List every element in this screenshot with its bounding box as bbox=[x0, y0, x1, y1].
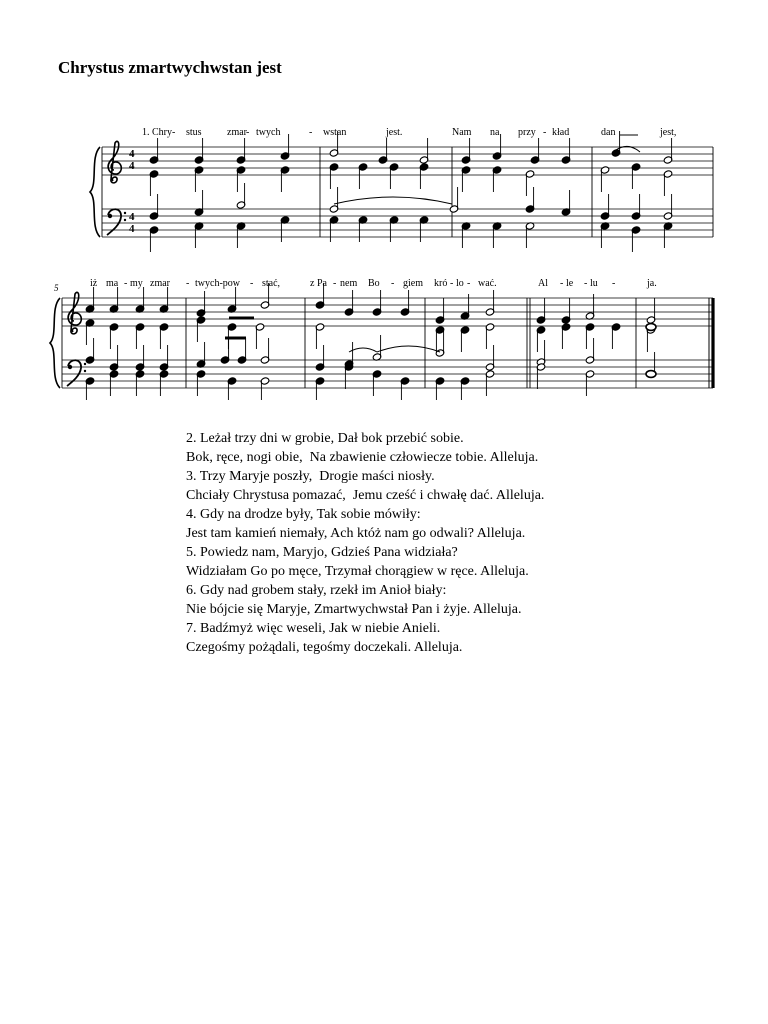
lyric-syllable: z Pa bbox=[310, 278, 327, 289]
tie bbox=[377, 346, 440, 352]
page-title: Chrystus zmartwychwstan jest bbox=[58, 58, 282, 77]
system-1-lyrics bbox=[142, 127, 676, 138]
lyric-syllable: - bbox=[560, 278, 564, 289]
lyric-syllable: lo bbox=[456, 278, 464, 289]
lyric-syllable: - bbox=[333, 278, 337, 289]
verse-line: 3. Trzy Maryje poszły, Drogie maści niosły. bbox=[186, 469, 435, 484]
lyric-syllable: zmar bbox=[227, 127, 247, 138]
lyric-syllable: - bbox=[124, 278, 128, 289]
notation bbox=[50, 131, 713, 400]
system-2-lyrics bbox=[90, 278, 657, 289]
lyric-syllable: twych bbox=[256, 127, 281, 138]
time-signature-bottom-bass-1: 4 bbox=[129, 223, 135, 235]
lyric-syllable: - bbox=[246, 127, 250, 138]
lyric-syllable: Bo bbox=[368, 278, 380, 289]
verse-line: 5. Powiedz nam, Maryjo, Gdzieś Pana widziała? bbox=[186, 545, 458, 560]
lyric-syllable: jest, bbox=[660, 127, 677, 138]
lyric-syllable: lu bbox=[590, 278, 598, 289]
lyric-syllable: - bbox=[612, 278, 616, 289]
lyric-syllable: Nam bbox=[452, 127, 472, 138]
brace-1 bbox=[90, 147, 100, 237]
lyric-syllable: kład bbox=[552, 127, 570, 138]
music-score bbox=[0, 0, 768, 400]
slur bbox=[349, 348, 377, 352]
lyric-syllable: - bbox=[467, 278, 471, 289]
time-signature-bottom-treble-1: 4 bbox=[129, 160, 135, 172]
verse-line: Bok, ręce, nogi obie, Na zbawienie człowiecze tobie. Alleluja. bbox=[186, 450, 539, 465]
lyric-syllable: twych-pow bbox=[195, 278, 240, 289]
whole-note bbox=[646, 324, 656, 331]
lyric-syllable: 1. Chry bbox=[142, 127, 172, 138]
lyric-syllable: Al bbox=[538, 278, 548, 289]
lyric-syllable: kró bbox=[434, 278, 448, 289]
verse-line: 7. Badźmyż więc weseli, Jak w niebie Anieli. bbox=[186, 621, 441, 636]
bass-clef-icon bbox=[108, 214, 112, 218]
lyric-syllable: - bbox=[309, 127, 313, 138]
lyric-syllable: nem bbox=[340, 278, 358, 289]
bass-clef-icon bbox=[124, 219, 126, 221]
lyric-syllable: ja. bbox=[647, 278, 657, 289]
verse-line: Czegośmy pożądali, tegośmy doczekali. Alleluja. bbox=[186, 640, 463, 655]
bass-clef-icon bbox=[124, 212, 126, 214]
lyric-syllable: jest. bbox=[386, 127, 403, 138]
tie bbox=[334, 197, 452, 204]
lyric-syllable: - bbox=[250, 278, 254, 289]
whole-note bbox=[646, 371, 656, 378]
time-signature-top-bass-1: 4 bbox=[129, 211, 135, 223]
bass-clef-icon bbox=[67, 360, 81, 386]
bass-clef-icon bbox=[84, 363, 86, 365]
lyric-syllable: ma bbox=[106, 278, 119, 289]
verse-line: Chciały Chrystusa pomazać, Jemu cześć i chwałę dać. Alleluja. bbox=[186, 488, 545, 503]
lyric-syllable: giem bbox=[403, 278, 423, 289]
measure-number: 5 bbox=[54, 283, 59, 293]
lyric-syllable: wstan bbox=[323, 127, 347, 138]
lyric-syllable: zmar bbox=[150, 278, 170, 289]
lyric-syllable: stać, bbox=[262, 278, 281, 289]
lyric-syllable: iż bbox=[90, 278, 98, 289]
verse-line: 4. Gdy na drodze były, Tak sobie mówiły: bbox=[186, 507, 421, 522]
lyric-syllable: - bbox=[172, 127, 176, 138]
bass-clef-icon bbox=[84, 370, 86, 372]
lyric-syllable: stus bbox=[186, 127, 202, 138]
treble-clef-icon bbox=[108, 141, 121, 182]
lyric-syllable: na bbox=[490, 127, 500, 138]
lyric-syllable: przy bbox=[518, 127, 536, 138]
verse-line: Nie bójcie się Maryje, Zmartwychwstał Pan i żyje. Alleluja. bbox=[186, 602, 522, 617]
bass-clef-icon bbox=[107, 209, 121, 235]
lyric-syllable: my bbox=[130, 278, 143, 289]
bass-clef-icon bbox=[68, 365, 72, 369]
brace-2 bbox=[50, 298, 60, 388]
verses bbox=[186, 429, 544, 657]
verse-line: 6. Gdy nad grobem stały, rzekł im Anioł biały: bbox=[186, 583, 447, 598]
time-signature-top-treble-1: 4 bbox=[129, 148, 135, 160]
lyric-syllable: - bbox=[543, 127, 547, 138]
lyric-syllable: - bbox=[450, 278, 454, 289]
lyric-syllable: - bbox=[391, 278, 395, 289]
lyric-syllable: - bbox=[584, 278, 588, 289]
verse-line: 2. Leżał trzy dni w grobie, Dał bok przebić sobie. bbox=[186, 431, 464, 446]
verse-line: Widziałam Go po męce, Trzymał chorągiew w ręce. Alleluja. bbox=[186, 564, 529, 579]
lyric-syllable: wać. bbox=[478, 278, 497, 289]
lyric-syllable: dan bbox=[601, 127, 616, 138]
lyric-syllable: - bbox=[186, 278, 190, 289]
verse-line: Jest tam kamień niemały, Ach któż nam go odwali? Alleluja. bbox=[186, 526, 526, 541]
lyric-syllable: le bbox=[566, 278, 574, 289]
treble-clef-icon bbox=[68, 292, 81, 333]
